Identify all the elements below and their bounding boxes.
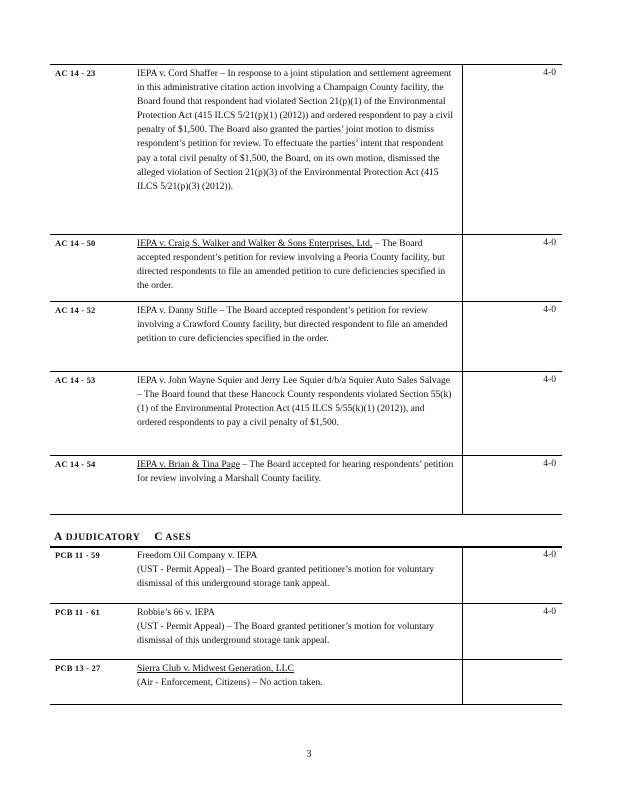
case-description <box>137 374 455 430</box>
case-summary: – The Board accepted for hearing respondents’ petition for review involving a Marshall County facility. <box>137 459 454 485</box>
heading-word: DJUDICATORY <box>65 533 140 543</box>
case-description <box>137 304 455 346</box>
docket-number: PCB 11 - 61 <box>55 607 100 617</box>
docket-number: AC 14 - 23 <box>55 68 96 78</box>
case-description <box>137 67 455 194</box>
vote-count: 4-0 <box>543 67 556 78</box>
docket-number: PCB 11 - 59 <box>55 550 100 560</box>
vote-count: 4-0 <box>543 374 556 385</box>
section-heading <box>54 531 191 543</box>
docket-number: AC 14 - 52 <box>55 305 96 315</box>
table-row <box>50 546 562 603</box>
case-summary: IEPA v. Cord Shaffer – In response to a joint stipulation and settlement agreement in this administrative citation action involving a Champaign County facility, the Board found that respondent had violated Section 21(p)(1) of the Environmental Protection Act (415 ILCS 5/21(p)(1) (2012)) and ordered respondent to pay a civil penalty of $1,500. The Board also granted the parties’ joint motion to dismiss respondent’s petition for review. To effectuate the parties’ intent that respondent pay a total civil penalty of $1,500, the Board, on its own motion, dismissed the alleged violation of Section 21(p)(3) of the Environmental Protection Act (415 ILCS 5/21(p)(3) (2012)). <box>137 68 453 192</box>
case-name: Freedom Oil Company v. IEPA <box>137 550 258 561</box>
case-name: Robbie’s 66 v. IEPA <box>137 607 215 618</box>
heading-initial: A <box>54 531 63 543</box>
case-description <box>137 237 455 293</box>
case-description <box>137 549 455 591</box>
docket-number: PCB 13 - 27 <box>55 663 101 673</box>
table-row <box>50 64 562 234</box>
case-summary: IEPA v. John Wayne Squier and Jerry Lee Squier d/b/a Squier Auto Sales Salvage – The Board found that these Hancock County respondents violated Section 55(k)(1) of the Environmental Protection Act (415 ILCS 5/55(k)(1) (2012)), and ordered respondents to pay a civil penalty of $1,500. <box>137 375 452 429</box>
docket-number: AC 14 - 53 <box>55 375 96 385</box>
table-bottom-rule <box>50 704 562 705</box>
case-summary: IEPA v. Danny Stifle – The Board accepted respondent’s petition for review involving a Crawford County facility, but directed respondent to file an amended petition to cure deficiencies specified in the order. <box>137 305 448 345</box>
case-summary: – The Board accepted respondent’s petition for review involving a Peoria County facility, but directed respondents to file an amended petition to cure deficiencies specified in the order. <box>137 238 446 292</box>
vote-count: 4-0 <box>543 237 556 248</box>
case-description <box>137 662 455 690</box>
case-name: Sierra Club v. Midwest Generation, LLC <box>137 663 294 674</box>
page-number: 3 <box>306 749 312 760</box>
table-row <box>50 603 562 659</box>
docket-number: AC 14 - 50 <box>55 238 96 248</box>
vote-count: 4-0 <box>543 304 556 315</box>
table-row <box>50 659 562 704</box>
vote-count: 4-0 <box>543 458 556 469</box>
table-bottom-rule <box>50 514 562 515</box>
case-summary: (Air - Enforcement, Citizens) – No action taken. <box>137 677 323 689</box>
heading-initial: C <box>154 531 164 543</box>
docket-number: AC 14 - 54 <box>55 459 96 469</box>
case-description <box>137 606 455 648</box>
case-name: IEPA v. Brian & Tina Page <box>137 459 240 470</box>
table-row <box>50 301 562 371</box>
heading-word: ASES <box>165 533 192 543</box>
table-row <box>50 234 562 301</box>
table-row <box>50 455 562 514</box>
vote-count: 4-0 <box>543 606 556 617</box>
case-summary: (UST - Permit Appeal) – The Board granted petitioner’s motion for voluntary dismissal of this underground storage tank appeal. <box>137 621 435 647</box>
case-description <box>137 458 455 486</box>
case-summary: (UST - Permit Appeal) – The Board granted petitioner’s motion for voluntary dismissal of this underground storage tank appeal. <box>137 564 435 590</box>
table-row <box>50 371 562 455</box>
vote-count: 4-0 <box>543 549 556 560</box>
case-name: IEPA v. Craig S. Walker and Walker & Sons Enterprises, Ltd. <box>137 238 373 249</box>
